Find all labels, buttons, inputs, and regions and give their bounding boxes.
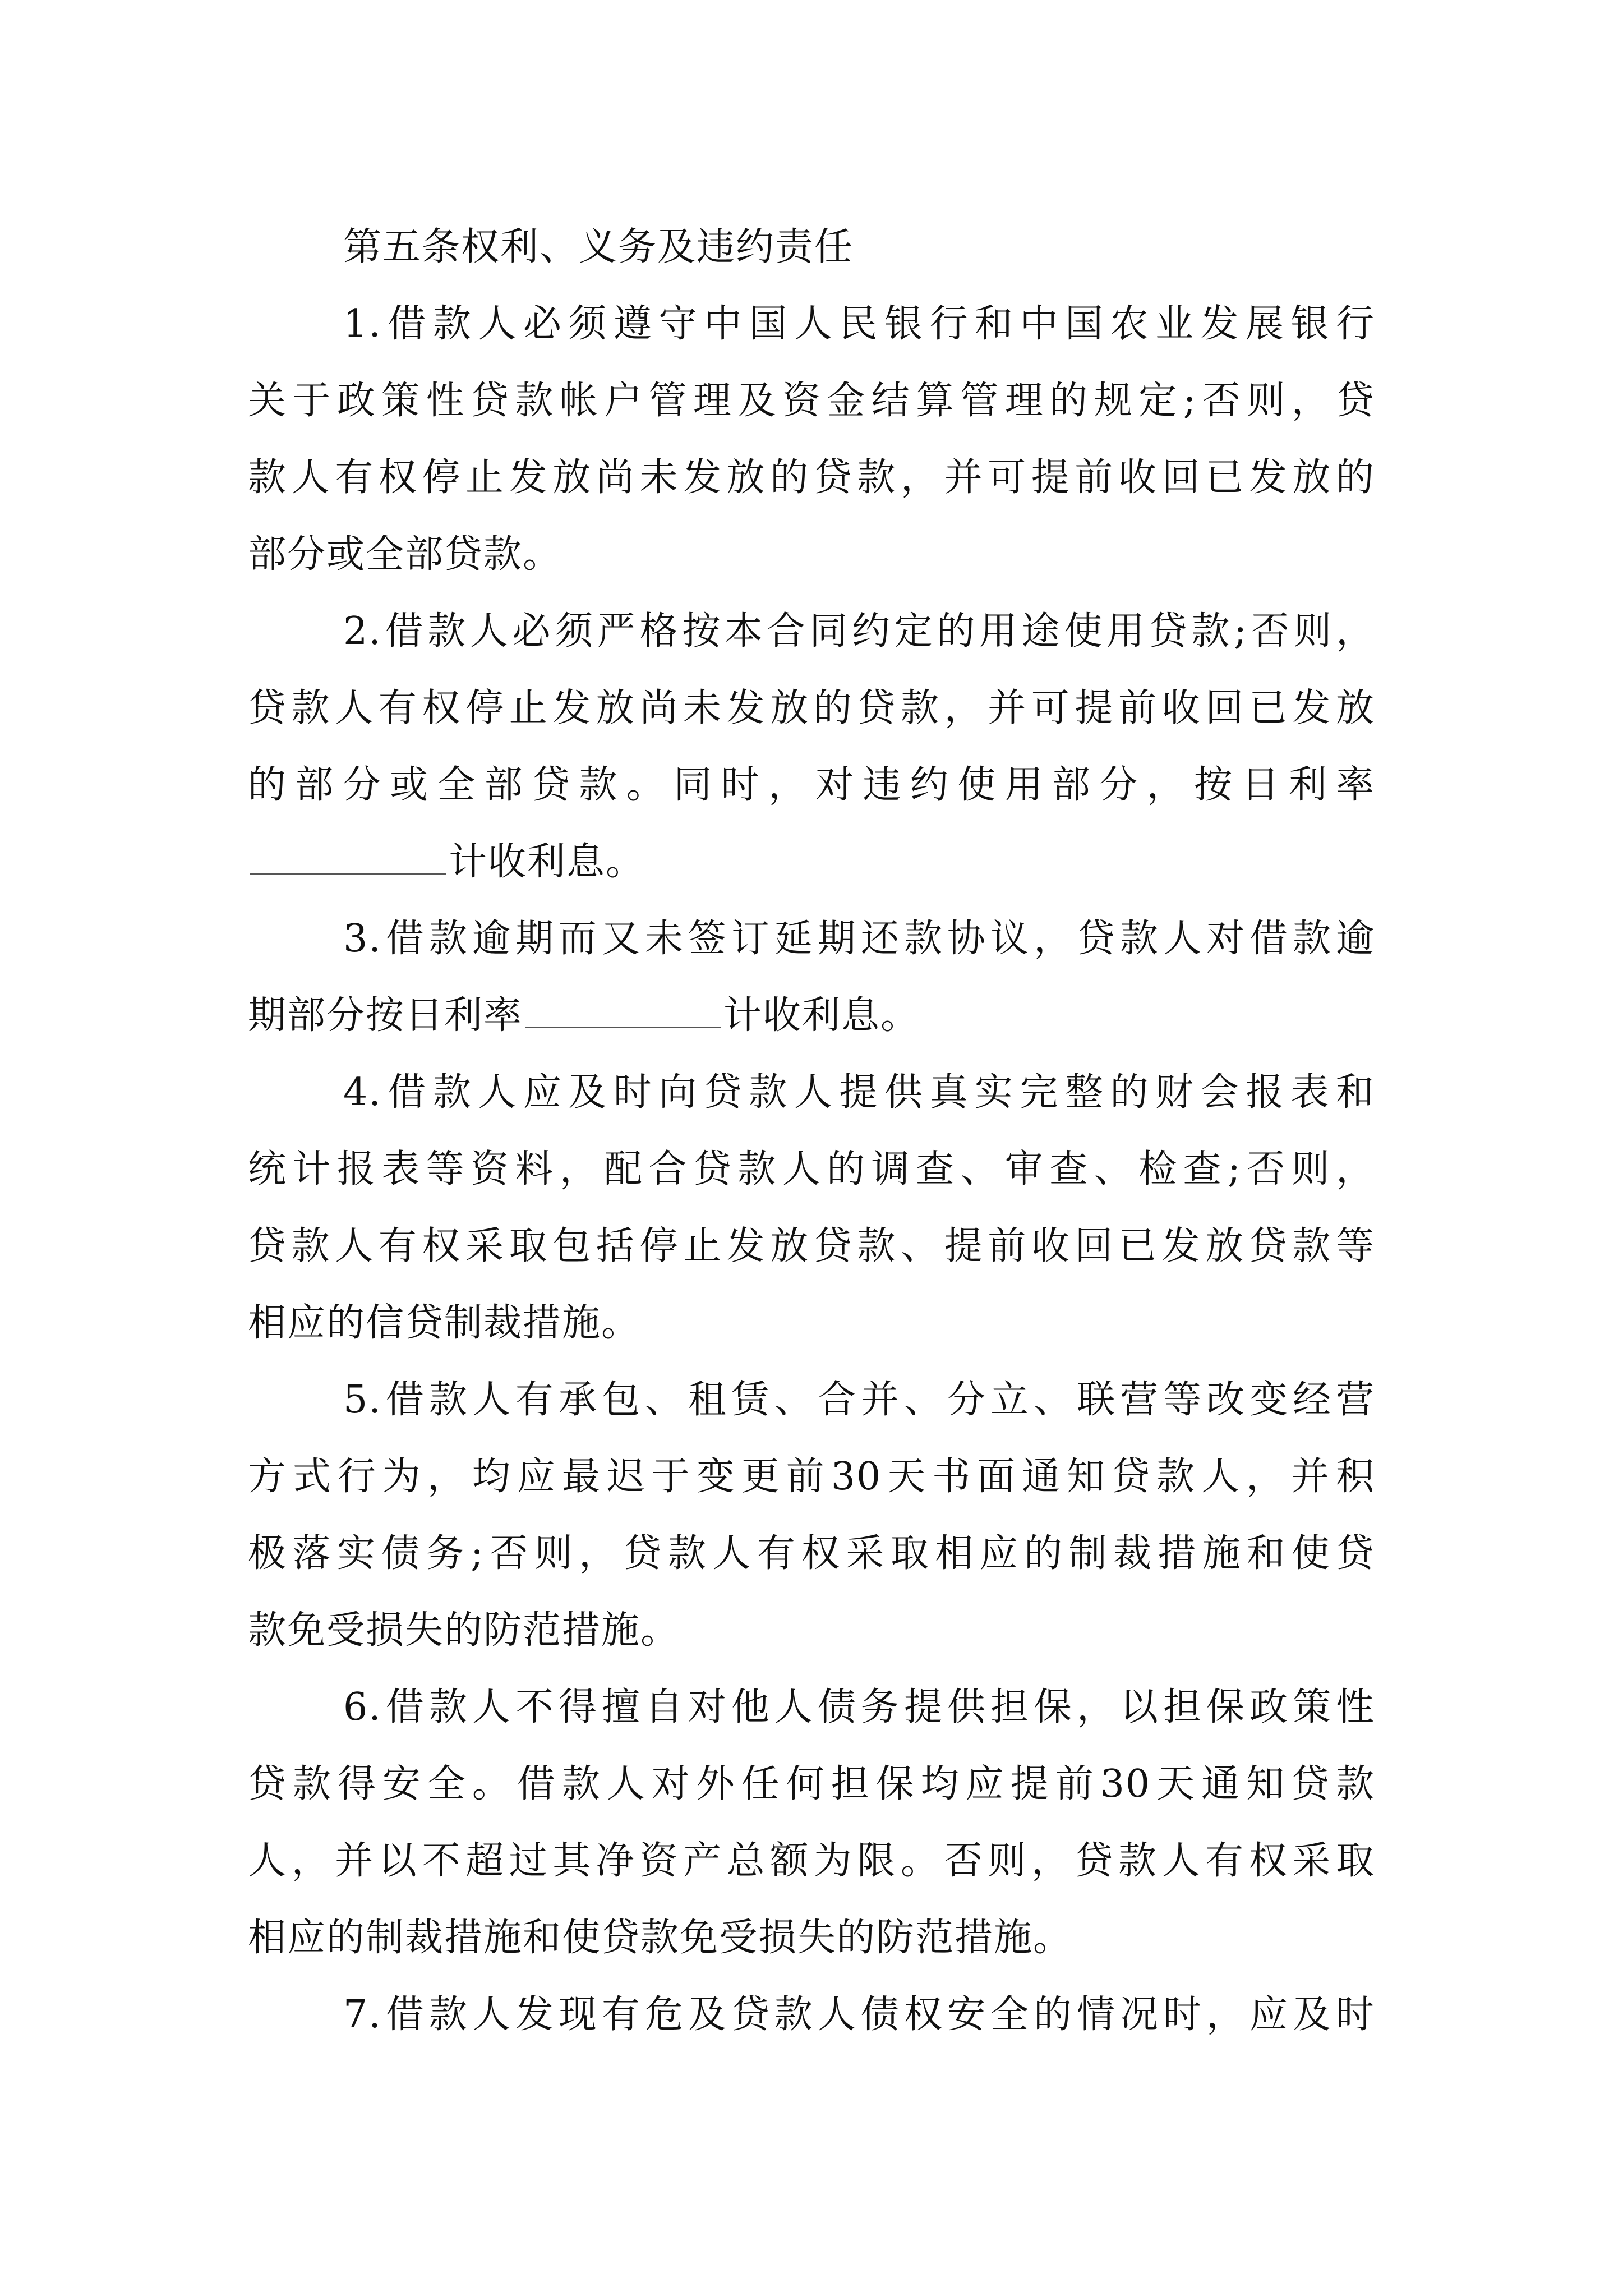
- clause-4-line-3: 贷款人有权采取包括停止发放贷款、提前收回已发放贷款等: [248, 1224, 1375, 1268]
- clause-6-line-2: 贷款得安全。借款人对外任何担保均应提前30天通知贷款: [248, 1762, 1375, 1806]
- section-heading: 第五条权利、义务及违约责任: [343, 225, 854, 269]
- clause-6-line-3: 人，并以不超过其净资产总额为限。否则，贷款人有权采取: [248, 1839, 1375, 1883]
- clause-2-line-4: [248, 823, 1375, 900]
- clause-2-suffix: 计收利息。: [449, 840, 645, 884]
- clause-1-line-3: 款人有权停止发放尚未发放的贷款，并可提前收回已发放的: [248, 455, 1375, 500]
- fill-in-blank-overdue-rate[interactable]: [525, 993, 721, 1028]
- clause-2-line-1: 2.借款人必须严格按本合同约定的用途使用贷款;否则，: [343, 609, 1375, 654]
- clause-7-line-1: 7.借款人发现有危及贷款人债权安全的情况时，应及时: [343, 1993, 1375, 2037]
- clause-4-line-1: 4.借款人应及时向贷款人提供真实完整的财会报表和: [343, 1070, 1375, 1115]
- clause-5-line-1: 5.借款人有承包、租赁、合并、分立、联营等改变经营: [343, 1378, 1375, 1422]
- clause-5-line-4: 款免受损失的防范措施。: [248, 1608, 680, 1653]
- clause-3-suffix: 计收利息。: [723, 993, 920, 1038]
- document-body: [248, 209, 1375, 2053]
- clause-5-line-3: 极落实债务;否则，贷款人有权采取相应的制裁措施和使贷: [248, 1531, 1375, 1576]
- clause-6-line-4: 相应的制裁措施和使贷款免受损失的防范措施。: [248, 1916, 1073, 1960]
- clause-3-line-1: 3.借款逾期而又未签订延期还款协议，贷款人对借款逾: [343, 917, 1375, 961]
- clause-4-line-2: 统计报表等资料，配合贷款人的调查、审查、检查;否则，: [248, 1147, 1375, 1191]
- clause-1-line-4: 部分或全部贷款。: [248, 532, 562, 577]
- clause-6-line-1: 6.借款人不得擅自对他人债务提供担保，以担保政策性: [343, 1685, 1375, 1729]
- fill-in-blank-daily-rate[interactable]: [250, 839, 446, 875]
- clause-3-prefix: 期部分按日利率: [248, 993, 523, 1038]
- clause-5-line-2: 方式行为，均应最迟于变更前30天书面通知贷款人，并积: [248, 1455, 1375, 1499]
- clause-2-line-2: 贷款人有权停止发放尚未发放的贷款，并可提前收回已发放: [248, 686, 1375, 730]
- clause-1-line-1: 1.借款人必须遵守中国人民银行和中国农业发展银行: [343, 302, 1375, 346]
- clause-3-line-2: [248, 977, 1375, 1054]
- clause-4-line-4: 相应的信贷制裁措施。: [248, 1301, 641, 1345]
- clause-2-line-3: 的部分或全部贷款。同时，对违约使用部分，按日利率: [248, 763, 1375, 807]
- clause-1-line-2: 关于政策性贷款帐户管理及资金结算管理的规定;否则，贷: [248, 379, 1375, 423]
